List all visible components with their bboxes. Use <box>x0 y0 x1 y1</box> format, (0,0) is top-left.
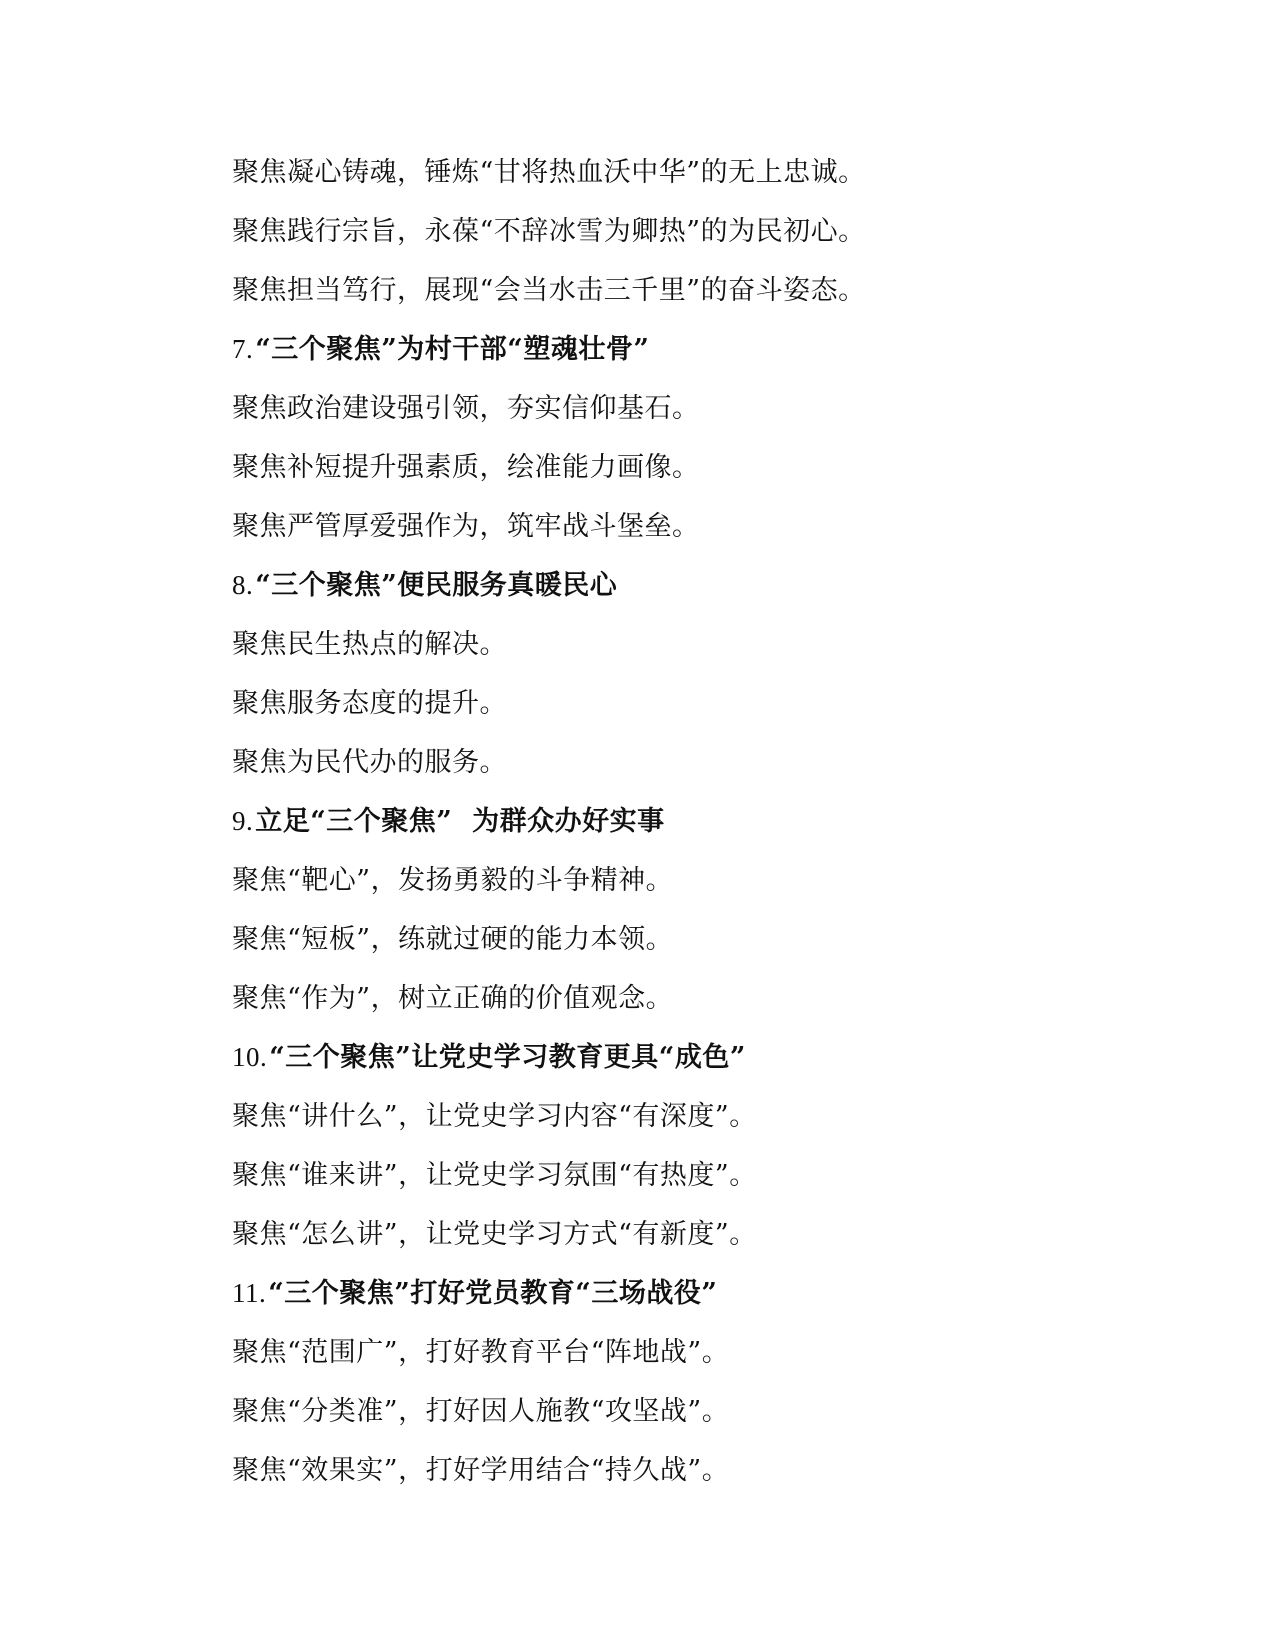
section-item: 聚焦“靶心”，发扬勇毅的斗争精神。 <box>232 865 674 896</box>
section-title: 立足“三个聚焦” 为群众办好实事 <box>255 806 665 837</box>
intro-item: 聚焦凝心铸魂，锤炼“甘将热血沃中华”的无上忠诚。 <box>232 157 866 188</box>
document-body <box>232 143 1132 1500</box>
section-title: “三个聚焦”打好党员教育“三场战役” <box>268 1278 718 1309</box>
section-number: 9. <box>232 806 254 836</box>
section-item: 聚焦民生热点的解决。 <box>232 629 507 660</box>
section-item: 聚焦“作为”，树立正确的价值观念。 <box>232 983 674 1014</box>
section-title: “三个聚焦”让党史学习教育更具“成色” <box>269 1042 746 1073</box>
section-item: 聚焦“短板”，练就过硬的能力本领。 <box>232 924 674 955</box>
section-item: 聚焦“怎么讲”，让党史学习方式“有新度”。 <box>232 1219 757 1250</box>
section-item: 聚焦为民代办的服务。 <box>232 747 507 778</box>
section-item: 聚焦“效果实”，打好学用结合“持久战”。 <box>232 1455 730 1486</box>
section-number: 8. <box>232 570 254 600</box>
section-item: 聚焦严管厚爱强作为，筑牢战斗堡垒。 <box>232 511 700 542</box>
section-item: 聚焦“范围广”，打好教育平台“阵地战”。 <box>232 1337 730 1368</box>
section-title: “三个聚焦”便民服务真暖民心 <box>255 570 618 601</box>
section-heading-7 <box>232 320 1132 379</box>
section-item: 聚焦“讲什么”，让党史学习内容“有深度”。 <box>232 1101 757 1132</box>
intro-item: 聚焦担当笃行，展现“会当水击三千里”的奋斗姿态。 <box>232 275 866 306</box>
section-title: “三个聚焦”为村干部“塑魂壮骨” <box>255 334 650 365</box>
section-heading-9 <box>232 792 1132 851</box>
section-heading-8 <box>232 556 1132 615</box>
intro-item: 聚焦践行宗旨，永葆“不辞冰雪为卿热”的为民初心。 <box>232 216 866 247</box>
section-item: 聚焦补短提升强素质，绘准能力画像。 <box>232 452 700 483</box>
section-item: 聚焦政治建设强引领，夯实信仰基石。 <box>232 393 700 424</box>
section-heading-10 <box>232 1028 1132 1087</box>
section-item: 聚焦“谁来讲”，让党史学习氛围“有热度”。 <box>232 1160 757 1191</box>
section-number: 10. <box>232 1042 268 1072</box>
section-number: 7. <box>232 334 254 364</box>
section-number: 11. <box>232 1278 267 1308</box>
section-item: 聚焦“分类准”，打好因人施教“攻坚战”。 <box>232 1396 730 1427</box>
section-heading-11 <box>232 1264 1132 1323</box>
section-item: 聚焦服务态度的提升。 <box>232 688 507 719</box>
